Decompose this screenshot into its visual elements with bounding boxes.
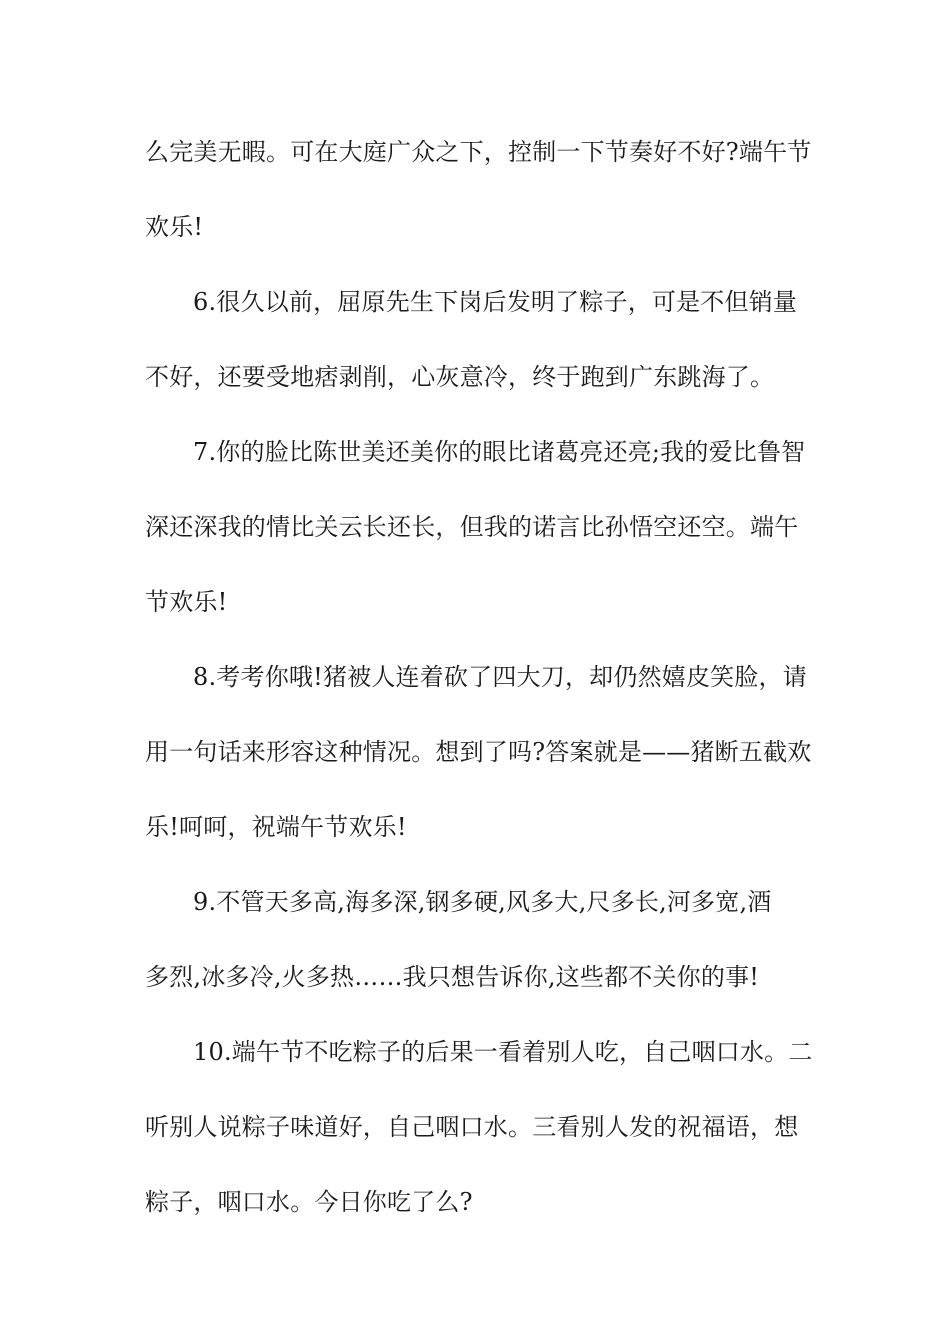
text-line: 不好，还要受地痞剥削，心灰意冷，终于跑到广东跳海了。 — [145, 363, 775, 391]
text-line: 节欢乐! — [145, 588, 228, 616]
paragraph-7-start: 7.你的脸比陈世美还美你的眼比诸葛亮还亮;我的爱比鲁智 — [193, 438, 806, 466]
text-line: 么完美无暇。可在大庭广众之下，控制一下节奏好不好?端午节 — [145, 138, 812, 166]
paragraph-9-start: 9.不管天多高,海多深,钢多硬,风多大,尺多长,河多宽,酒 — [193, 888, 772, 916]
text-line: 用一句话来形容这种情况。想到了吗?答案就是——猪断五截欢 — [145, 738, 812, 766]
text-line: 多烈,冰多冷,火多热……我只想告诉你,这些都不关你的事! — [145, 963, 760, 991]
text-line: 粽子，咽口水。今日你吃了么? — [145, 1188, 473, 1216]
paragraph-10-start: 10.端午节不吃粽子的后果一看着别人吃，自己咽口水。二 — [193, 1038, 813, 1066]
text-line: 听别人说粽子味道好，自己咽口水。三看别人发的祝福语，想 — [145, 1113, 799, 1141]
text-line: 欢乐! — [145, 213, 204, 241]
text-line: 乐!呵呵，祝端午节欢乐! — [145, 813, 407, 841]
text-line: 深还深我的情比关云长还长，但我的诺言比孙悟空还空。端午 — [145, 513, 799, 541]
paragraph-8-start: 8.考考你哦!猪被人连着砍了四大刀，却仍然嬉皮笑脸，请 — [193, 663, 807, 691]
paragraph-6-start: 6.很久以前，屈原先生下岗后发明了粽子，可是不但销量 — [193, 288, 798, 316]
